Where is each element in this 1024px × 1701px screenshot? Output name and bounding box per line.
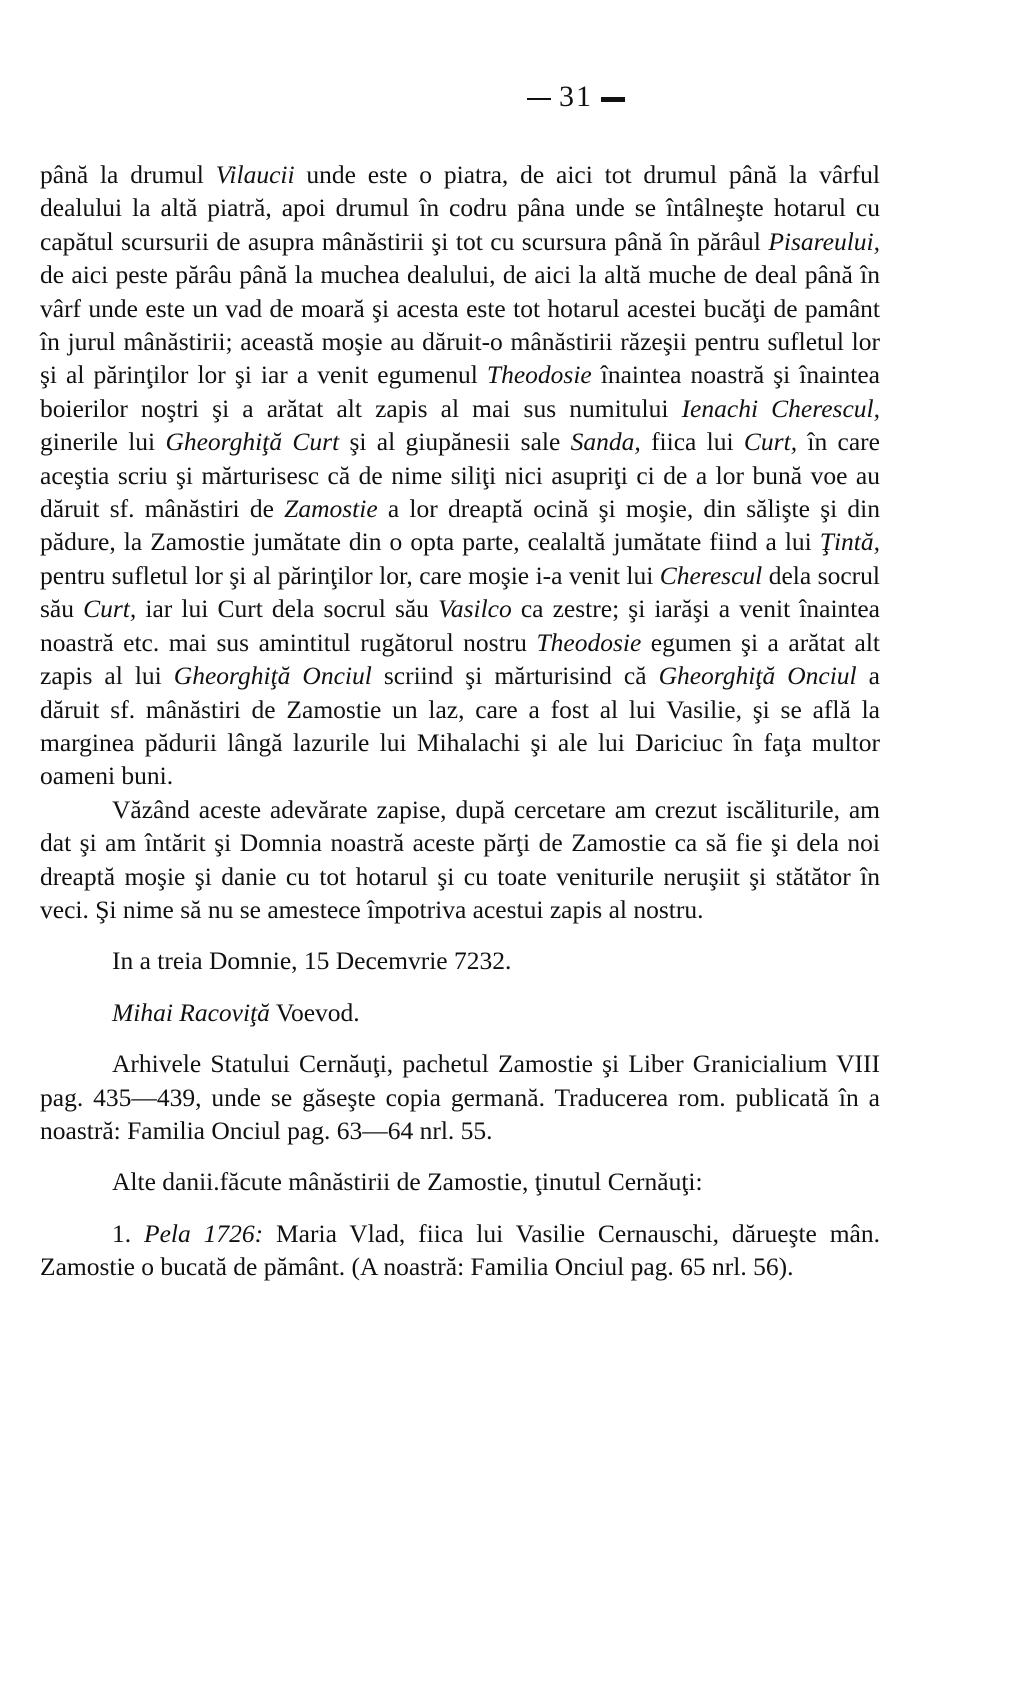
paragraph-text: până la drumul	[40, 160, 216, 189]
paragraph	[40, 996, 880, 1029]
document-body	[40, 158, 880, 1284]
italic-text: Zamostie	[284, 494, 378, 524]
paragraph-text: unde este o piatra, de aici tot drumul până la vârful dealului la altă piatră, apoi drumul în codru pâna unde se întâlneşte hotarul cu capătul scursurii de asupra mânăstirii şi tot cu scursura până în părâul	[40, 160, 881, 256]
paragraph	[40, 1217, 880, 1284]
paragraph-text: Alte danii.făcute mânăstirii de Zamostie, ţinutul Cernăuţi:	[112, 1167, 703, 1197]
paragraph-text: ginerile lui	[40, 427, 166, 457]
italic-text: Vilaucii	[215, 160, 295, 189]
paragraph-text: a lor dreaptă ocină şi moşie, din sălişte şi din pădure, la Zamostie jumătate din o opta parte, cealaltă jumătate fiind a lui	[40, 494, 881, 557]
italic-text: Cherescul	[659, 560, 763, 590]
italic-text: Ţintă,	[819, 527, 880, 557]
italic-text: Theodosie	[486, 360, 592, 390]
italic-text: Pela 1726:	[144, 1218, 264, 1248]
paragraph-text: înaintea noastră şi înaintea boierilor noştri şi a arătat alt zapis al mai sus numitului	[40, 360, 880, 423]
paragraph-text: pentru sufletul lor şi al părinţilor lor, care moşie i-a venit lui	[40, 560, 660, 590]
italic-text: Gheorghiţă Onciul	[658, 661, 857, 691]
paragraph-text: Văzând aceste adevărate zapise, după cercetare am crezut iscăliturile, am dat şi am întărit şi Domnia noastră aceste părţi de Zamostie ca să fie şi dela noi dreaptă moşie şi danie cu tot hotarul şi cu toate veniturile neruşiit şi stătător în veci. Şi nime să nu se amestece împotriva acestui zapis al nostru.	[40, 794, 880, 924]
italic-text: Gheorghiţă Curt	[165, 427, 340, 457]
paragraph	[40, 1165, 880, 1198]
paragraph	[40, 158, 880, 793]
paragraph-text: 1.	[112, 1218, 145, 1248]
page-number-dash-left	[527, 98, 551, 100]
paragraph-text: In a treia Domnie, 15 Decemvrie 7232.	[112, 946, 512, 976]
paragraph	[40, 1047, 880, 1147]
paragraph-text: Maria Vlad, fiica lui Vasilie Cernauschi, dărueşte mân. Zamostie o bucată de pământ. (A noastră: Familia Onciul pag. 65 nrl. 56).	[40, 1218, 880, 1282]
paragraph-text: dela socrul său	[40, 560, 880, 624]
paragraph-text: de aici peste părâu până la muchea dealului, de aici la altă muche de deal până în vârf unde este un vad de moară şi acesta este tot hotarul acestei bucăţi de pamânt în jurul mânăstirii; această moşie au dăruit-o mânăstirii răzeşii pentru sufletul lor şi al părinţilor lor şi iar a venit egumenul	[40, 260, 880, 390]
italic-text: Curt,	[743, 427, 798, 457]
italic-text: Vasilco	[438, 594, 512, 624]
italic-text: Sanda,	[570, 427, 641, 457]
paragraph-text: iar lui Curt dela socrul său	[136, 594, 439, 624]
paragraph-text: Voevod.	[269, 997, 360, 1027]
italic-text: Ienachi Cherescul,	[681, 393, 880, 423]
paragraph	[40, 944, 880, 977]
paragraph-text: scriind şi mărturisind că	[371, 661, 659, 691]
paragraph-text: Arhivele Statului Cernăuţi, pachetul Zamostie şi Liber Granicialium VIII pag. 435—439, unde se găseşte copia germană. Traducerea rom. publicată în a noastră: Familia Onciul pag. 63—64 nrl. 55.	[40, 1049, 880, 1145]
page-number	[0, 80, 1024, 114]
paragraph-text: în care aceştia scriu şi mărturisesc că de nime siliţi nici asupriţi ci de a lor bună voe au dăruit sf. mânăstiri de	[40, 427, 880, 524]
paragraph-text: şi al giupănesii sale	[339, 427, 571, 457]
paragraph-text: fiica lui	[640, 427, 744, 457]
page-number-dash-right	[601, 97, 625, 102]
page-number-text: 31	[559, 80, 593, 113]
paragraph	[40, 793, 880, 927]
paragraph-text: a dăruit sf. mânăstiri de Zamostie un laz, care a fost al lui Vasilie, şi se află la marginea pădurii lângă lazurile lui Mihalachi şi ale lui Dariciuc în faţa multor oameni buni.	[40, 661, 880, 791]
italic-text: Theodosie	[536, 627, 642, 657]
italic-text: Mihai Racoviţă	[112, 997, 270, 1027]
italic-text: Gheorghiţă Onciul	[173, 661, 372, 691]
paragraph-text: ca zestre; şi iarăşi a venit înaintea noastră etc. mai sus amintitul rugătorul nostru	[40, 594, 880, 657]
italic-text: Pisareului,	[768, 226, 880, 256]
paragraph-text: egumen şi a arătat alt zapis al lui	[40, 627, 880, 691]
italic-text: Curt,	[83, 594, 137, 624]
